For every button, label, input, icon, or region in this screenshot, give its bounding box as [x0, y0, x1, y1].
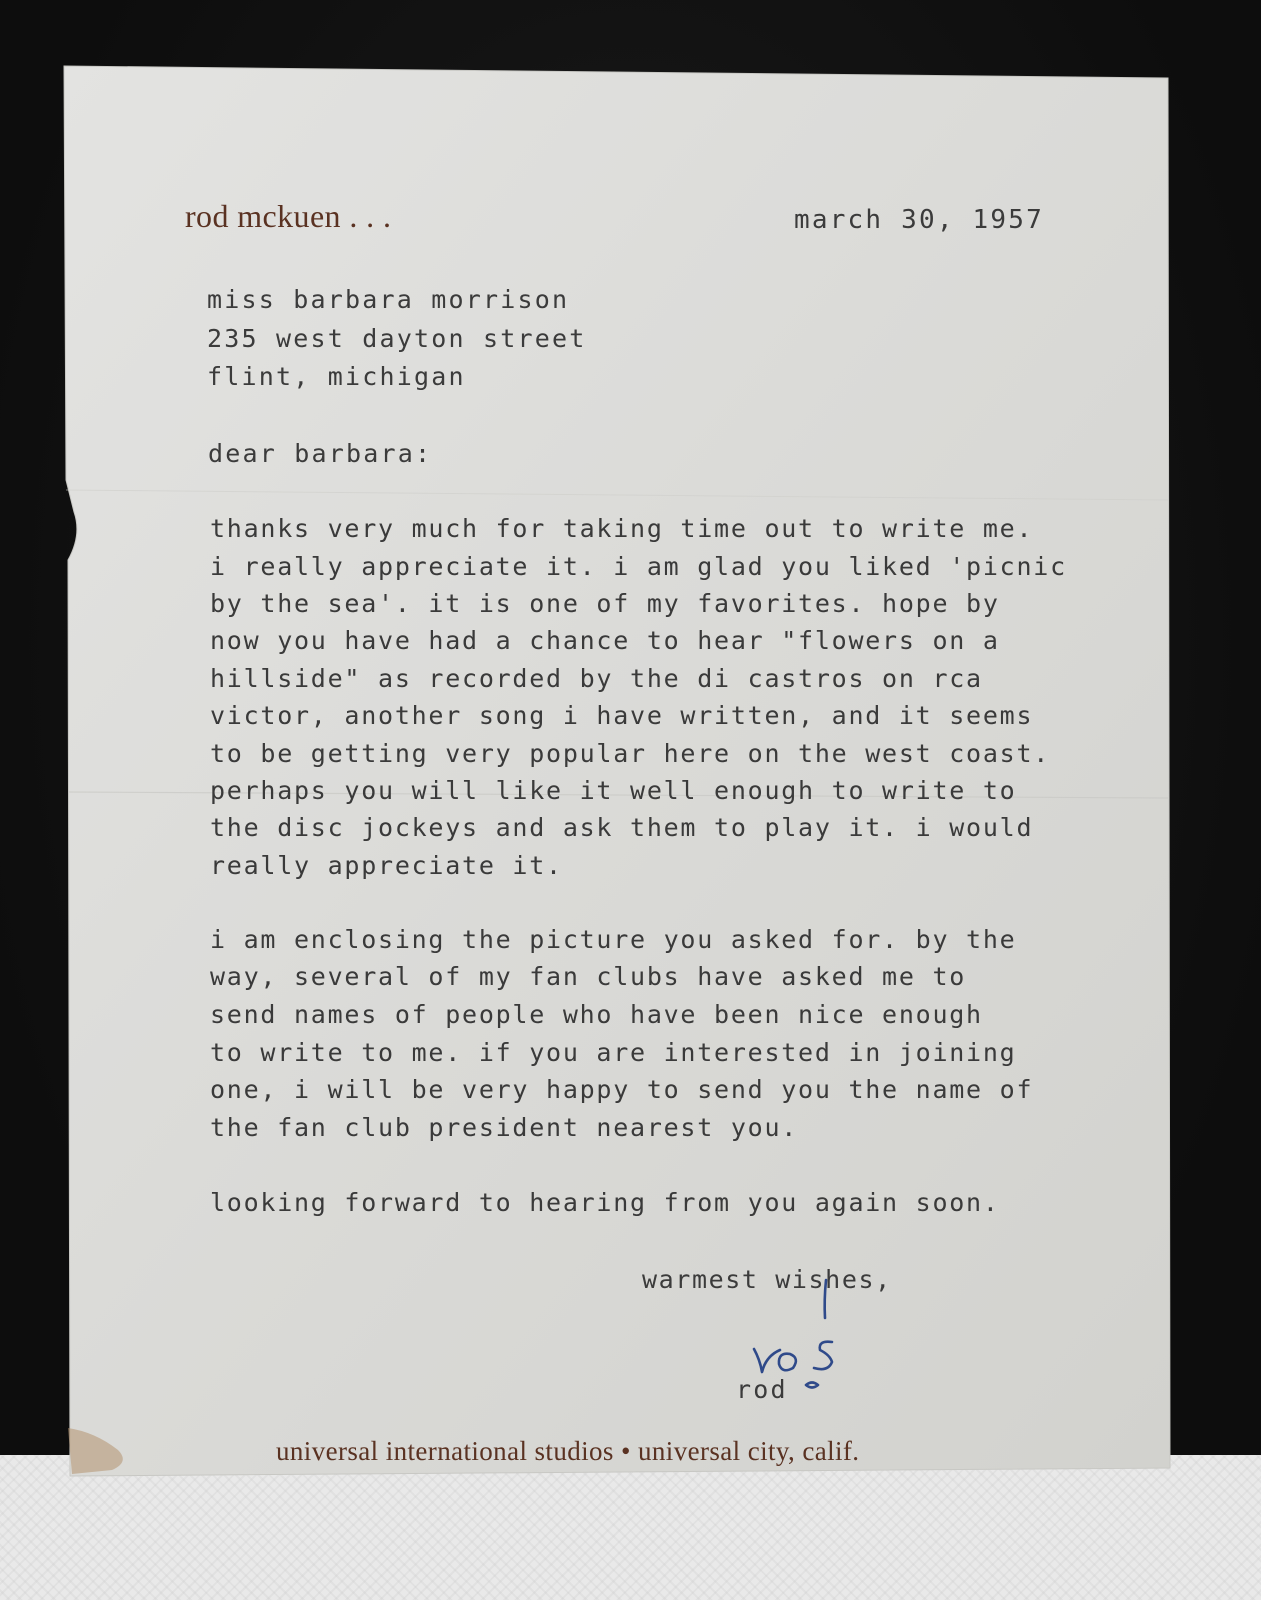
- closing: warmest wishes,: [642, 1265, 892, 1294]
- body-line: really appreciate it.: [210, 851, 563, 880]
- letter-date: march 30, 1957: [794, 205, 1044, 235]
- typed-signature: rod: [736, 1375, 788, 1404]
- body-line: hillside" as recorded by the di castros on rca: [210, 664, 983, 693]
- body-line: send names of people who have been nice enough: [210, 1000, 983, 1029]
- body-line: thanks very much for taking time out to write me.: [210, 514, 1034, 543]
- body-line: now you have had a chance to hear "flowers on a: [210, 626, 1000, 655]
- body-line: way, several of my fan clubs have asked me to: [210, 962, 967, 991]
- letterhead-name: rod mckuen . . .: [185, 198, 392, 234]
- body-line: the disc jockeys and ask them to play it. i would: [210, 813, 1034, 842]
- body-line: perhaps you will like it well enough to write to: [210, 776, 1017, 805]
- body-line: i am enclosing the picture you asked for. by the: [210, 925, 1017, 954]
- body-line: to write to me. if you are interested in joining: [210, 1038, 1017, 1067]
- body-line: looking forward to hearing from you again soon.: [210, 1188, 1000, 1217]
- body-line: i really appreciate it. i am glad you liked 'picnic: [210, 552, 1067, 581]
- recipient-name: miss barbara morrison: [207, 285, 570, 314]
- recipient-street: 235 west dayton street: [207, 324, 587, 353]
- letterhead-footer: universal international studios • universal city, calif.: [276, 1436, 860, 1466]
- body-line: to be getting very popular here on the west coast.: [210, 739, 1051, 768]
- salutation: dear barbara:: [208, 439, 433, 468]
- paper-body: [64, 66, 1170, 1476]
- body-line: the fan club president nearest you.: [210, 1113, 799, 1142]
- recipient-city: flint, michigan: [207, 362, 466, 391]
- body-line: victor, another song i have written, and it seems: [210, 701, 1034, 730]
- body-line: by the sea'. it is one of my favorites. hope by: [210, 589, 1000, 618]
- body-line: one, i will be very happy to send you the name of: [210, 1075, 1034, 1104]
